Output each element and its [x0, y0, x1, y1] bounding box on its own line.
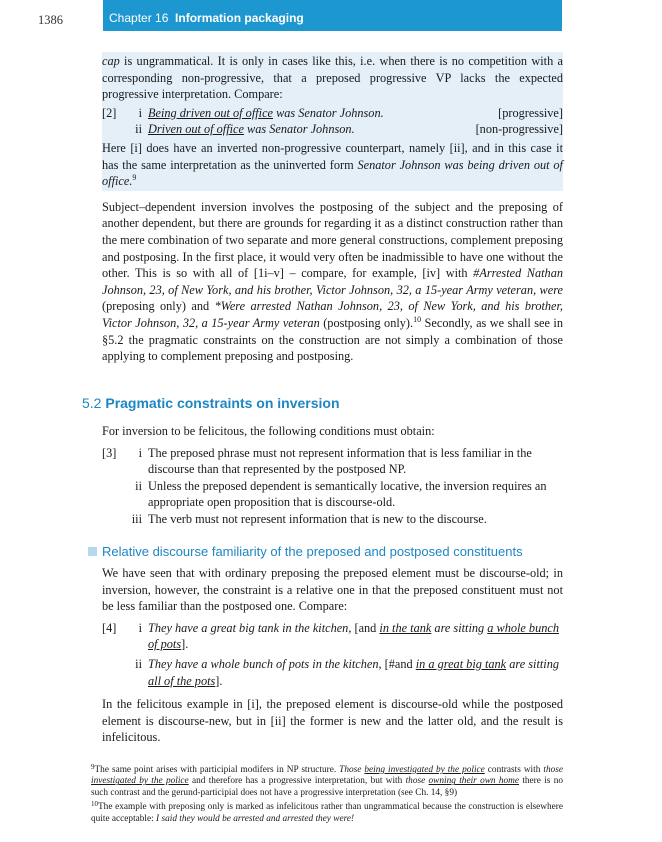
conditions-block [102, 423, 563, 528]
closing-paragraph: In the felicitous example in [i], the preposed element is discourse-old while the postposed element is discourse-new, but in [ii] the former is new and the latter old, and the result is infelicitous. [102, 697, 563, 745]
chapter-header-bar [103, 0, 562, 31]
example-4 [102, 620, 563, 689]
familiarity-paragraph: We have seen that with ordinary preposing the preposed element must be discourse-old; in inversion, however, the constraint is a relative one in that the preposed constituent must not be less familiar than the postposed one. Compare: [102, 566, 563, 614]
chapter-title: Information packaging [175, 11, 304, 25]
subsection-title: Relative discourse familiarity of the preposed and postposed constituents [102, 544, 523, 559]
example-4-i: They have a great big tank in the kitchen, [and in the tank are sitting a whole bunch of pots]. [148, 620, 559, 652]
square-bullet-icon [88, 547, 97, 556]
footnote-10: $^{10}$The example with preposing only is marked as infelicitous rather than ungrammatical because the construction is elsewhere quite acceptable: I said they would be arrested and arrested they were! [91, 800, 563, 824]
page-number: 1386 [38, 13, 63, 27]
section-heading [82, 395, 340, 411]
example-roman: ii [135, 656, 142, 671]
familiarity-block [102, 565, 563, 746]
chapter-header [109, 11, 304, 25]
subsection-heading [88, 544, 523, 559]
example-2 [102, 105, 563, 138]
example-roman: iii [131, 511, 142, 526]
example-tag: [non-progressive] [475, 122, 563, 137]
intro-paragraph: cap is ungrammatical. It is only in cases like this, i.e. when there is no competition with a corresponding non-progressive, that a preposed progressive VP lacks the expected progressive interpretation. Compare: [102, 54, 563, 102]
example-roman: i [138, 445, 142, 460]
condition-item: The verb must not represent information that is new to the discourse. [148, 511, 487, 526]
section-title: Pragmatic constraints on inversion [105, 395, 340, 411]
footnote-ref[interactable]: 10 [413, 314, 422, 324]
conditions-intro: For inversion to be felicitous, the following conditions must obtain: [102, 424, 435, 438]
example-number: [4] [102, 620, 117, 635]
intro-block [102, 52, 563, 365]
footnote-ref[interactable]: 9 [132, 173, 137, 183]
example-3 [102, 445, 563, 528]
highlighted-passage [102, 52, 563, 191]
example-roman: i [138, 620, 142, 635]
inversion-paragraph: Subject–dependent inversion involves the postposing of the subject and the preposing of another dependent, but there are grounds for regarding it as a distinct construction rather than the mere combination of two separate and more general constructions, complement preposing and postposing. In the first place, it would very often be inadmissible to have one without the other. This is so with all of [1i–v] – compare, for example, [iv] with #Arrested Nathan Johnson, 23, of New York, and his brother, Victor Johnson, 32, a 15-year Army veteran, were (preposing only) and *Were arrested Nathan Johnson, 23, of New York, and his brother, Victor Johnson, 32, a 15-year Army veteran (postposing only).$^{10}$ Secondly, as we shall see in §5.2 the pragmatic constraints on the construction are not simply a combination of those applying to complement preposing and postposing. [102, 199, 564, 364]
section-number: 5.2 [82, 395, 102, 411]
example-roman: ii [135, 122, 142, 137]
chapter-label: Chapter 16 [109, 11, 169, 25]
example-2-i: Being driven out of office was Senator Johnson. [148, 105, 384, 120]
footnotes [91, 762, 563, 825]
footnote-9: $^9$The same point arises with participial modifers in NP structure. Those being investigated by the police contrasts with those investigated by the police and therefore has a progressive interpretation, but with those owning their own home there is no such contrast and the gerund-participial does not have a progressive interpretation (see Ch. 14, §9) [91, 763, 564, 798]
example-number: [2] [102, 105, 117, 120]
condition-item: The preposed phrase must not represent information that is less familiar in the discourse than that represented by the postposed NP. [148, 445, 532, 477]
example-4-ii: They have a whole bunch of pots in the kitchen, [#and in a great big tank are sitting all of the pots]. [148, 656, 559, 688]
example-roman: ii [135, 478, 142, 493]
example-roman: i [138, 105, 142, 120]
intro-paragraph-2: Here [i] does have an inverted non-progressive counterpart, namely [ii], and in this case it has the same interpretation as the uninverted form Senator Johnson was being driven out of office.$^9$ [102, 140, 563, 189]
example-tag: [progressive] [498, 105, 563, 120]
example-2-ii: Driven out of office was Senator Johnson. [148, 122, 355, 137]
condition-item: Unless the preposed dependent is semantically locative, the inversion requires an appropriate open proposition that is discourse-old. [148, 478, 547, 510]
example-number: [3] [102, 445, 117, 460]
